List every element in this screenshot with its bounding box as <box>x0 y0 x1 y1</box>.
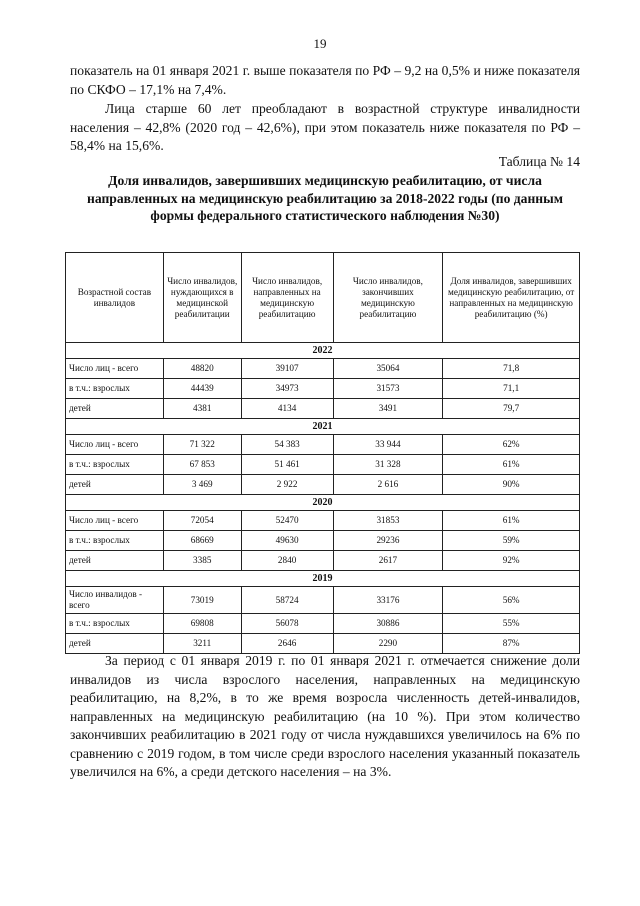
table-cell: 58724 <box>241 587 333 614</box>
year-row <box>66 571 580 587</box>
row-label: Число лиц - всего <box>66 359 164 379</box>
year-row <box>66 495 580 511</box>
table-cell: 4134 <box>241 399 333 419</box>
row-label: Число лиц - всего <box>66 511 164 531</box>
header-referred-rehab: Число инвалидов, направленных на медицинскую реабилитацию <box>241 253 333 343</box>
table-row <box>66 551 580 571</box>
table-cell: 87% <box>443 634 580 654</box>
row-label: детей <box>66 634 164 654</box>
table-cell: 72054 <box>163 511 241 531</box>
paragraph-2: Лица старше 60 лет преобладают в возрастной структуре инвалидности населения – 42,8% (2020 год – 42,6%), при этом показатель ниже показателя по РФ – 58,4% на 15,6%. <box>70 101 580 153</box>
table-cell: 2 616 <box>333 475 443 495</box>
table-row <box>66 614 580 634</box>
table-cell: 3491 <box>333 399 443 419</box>
table-row <box>66 435 580 455</box>
table-cell: 79,7 <box>443 399 580 419</box>
table-cell: 61% <box>443 511 580 531</box>
table-cell: 92% <box>443 551 580 571</box>
table-body <box>66 343 580 654</box>
header-completed-share: Доля инвалидов, завершивших медицинскую реабилитацию, от направленных на медицинскую реабилитацию (%) <box>443 253 580 343</box>
table-cell: 3211 <box>163 634 241 654</box>
year-row <box>66 343 580 359</box>
table-row <box>66 379 580 399</box>
table-cell: 2 922 <box>241 475 333 495</box>
table-cell: 71,1 <box>443 379 580 399</box>
row-label: Число инвалидов - всего <box>66 587 164 614</box>
table-cell: 56% <box>443 587 580 614</box>
table-row <box>66 531 580 551</box>
table-cell: 39107 <box>241 359 333 379</box>
table-cell: 3 469 <box>163 475 241 495</box>
table-cell: 49630 <box>241 531 333 551</box>
table-cell: 59% <box>443 531 580 551</box>
table-cell: 71,8 <box>443 359 580 379</box>
table-cell: 67 853 <box>163 455 241 475</box>
table-header-row <box>66 253 580 343</box>
table-row <box>66 511 580 531</box>
table-cell: 51 461 <box>241 455 333 475</box>
table-row <box>66 475 580 495</box>
table-cell: 2646 <box>241 634 333 654</box>
table-cell: 68669 <box>163 531 241 551</box>
table-cell: 34973 <box>241 379 333 399</box>
page-number: 19 <box>313 36 327 51</box>
row-label: Число лиц - всего <box>66 435 164 455</box>
table-label: Таблица № 14 <box>498 154 580 169</box>
table-cell: 71 322 <box>163 435 241 455</box>
paragraph-3: За период с 01 января 2019 г. по 01 января 2021 г. отмечается снижение доли инвалидов из числа взрослого населения, направленных на медицинскую реабилитацию, на 8,2%, в то же время возросла численность детей-инвалидов, направленных на медицинскую реабилитацию (на 10 %). При этом количество закончивших реабилитацию в 2021 году от числа нуждавшихся увеличилось на 6% по сравнению с 2019 годом, в том числе среди взрослого населения указанный показатель увеличился на 6%, а среди детского населения – на 3%. <box>70 653 580 779</box>
table-cell: 56078 <box>241 614 333 634</box>
header-age-group: Возрастной состав инвалидов <box>66 253 164 343</box>
row-label: детей <box>66 399 164 419</box>
year-label: 2020 <box>66 495 580 511</box>
table-row <box>66 359 580 379</box>
year-label: 2022 <box>66 343 580 359</box>
table-cell: 29236 <box>333 531 443 551</box>
paragraph-1: показатель на 01 января 2021 г. выше показателя по РФ – 9,2 на 0,5% и ниже показателя по СКФО – 17,1% на 7,4%. <box>70 63 580 97</box>
table-cell: 31 328 <box>333 455 443 475</box>
table-cell: 48820 <box>163 359 241 379</box>
table-cell: 35064 <box>333 359 443 379</box>
row-label: в т.ч.: взрослых <box>66 531 164 551</box>
header-needing-rehab: Число инвалидов, нуждающихся в медицинской реабилитации <box>163 253 241 343</box>
table-cell: 3385 <box>163 551 241 571</box>
row-label: детей <box>66 475 164 495</box>
table-row <box>66 634 580 654</box>
year-label: 2019 <box>66 571 580 587</box>
table-cell: 90% <box>443 475 580 495</box>
table-cell: 2840 <box>241 551 333 571</box>
table-cell: 30886 <box>333 614 443 634</box>
table-title: Доля инвалидов, завершивших медицинскую реабилитацию, от числа направленных на медицинскую реабилитацию за 2018-2022 годы (по данным формы федерального статистического наблюдения №30) <box>87 173 563 223</box>
row-label: детей <box>66 551 164 571</box>
year-row <box>66 419 580 435</box>
table-cell: 33176 <box>333 587 443 614</box>
rehabilitation-table <box>65 252 580 654</box>
table-cell: 44439 <box>163 379 241 399</box>
table-row <box>66 587 580 614</box>
header-completed-rehab: Число инвалидов, закончивших медицинскую реабилитацию <box>333 253 443 343</box>
table-cell: 61% <box>443 455 580 475</box>
table-cell: 33 944 <box>333 435 443 455</box>
table-cell: 69808 <box>163 614 241 634</box>
table-row <box>66 399 580 419</box>
table-cell: 2290 <box>333 634 443 654</box>
table-cell: 2617 <box>333 551 443 571</box>
table-cell: 31573 <box>333 379 443 399</box>
table-cell: 4381 <box>163 399 241 419</box>
table-cell: 31853 <box>333 511 443 531</box>
table-row <box>66 455 580 475</box>
table-cell: 54 383 <box>241 435 333 455</box>
table-cell: 52470 <box>241 511 333 531</box>
table-cell: 55% <box>443 614 580 634</box>
row-label: в т.ч.: взрослых <box>66 614 164 634</box>
table-cell: 73019 <box>163 587 241 614</box>
table-cell: 62% <box>443 435 580 455</box>
row-label: в т.ч.: взрослых <box>66 379 164 399</box>
row-label: в т.ч.: взрослых <box>66 455 164 475</box>
year-label: 2021 <box>66 419 580 435</box>
